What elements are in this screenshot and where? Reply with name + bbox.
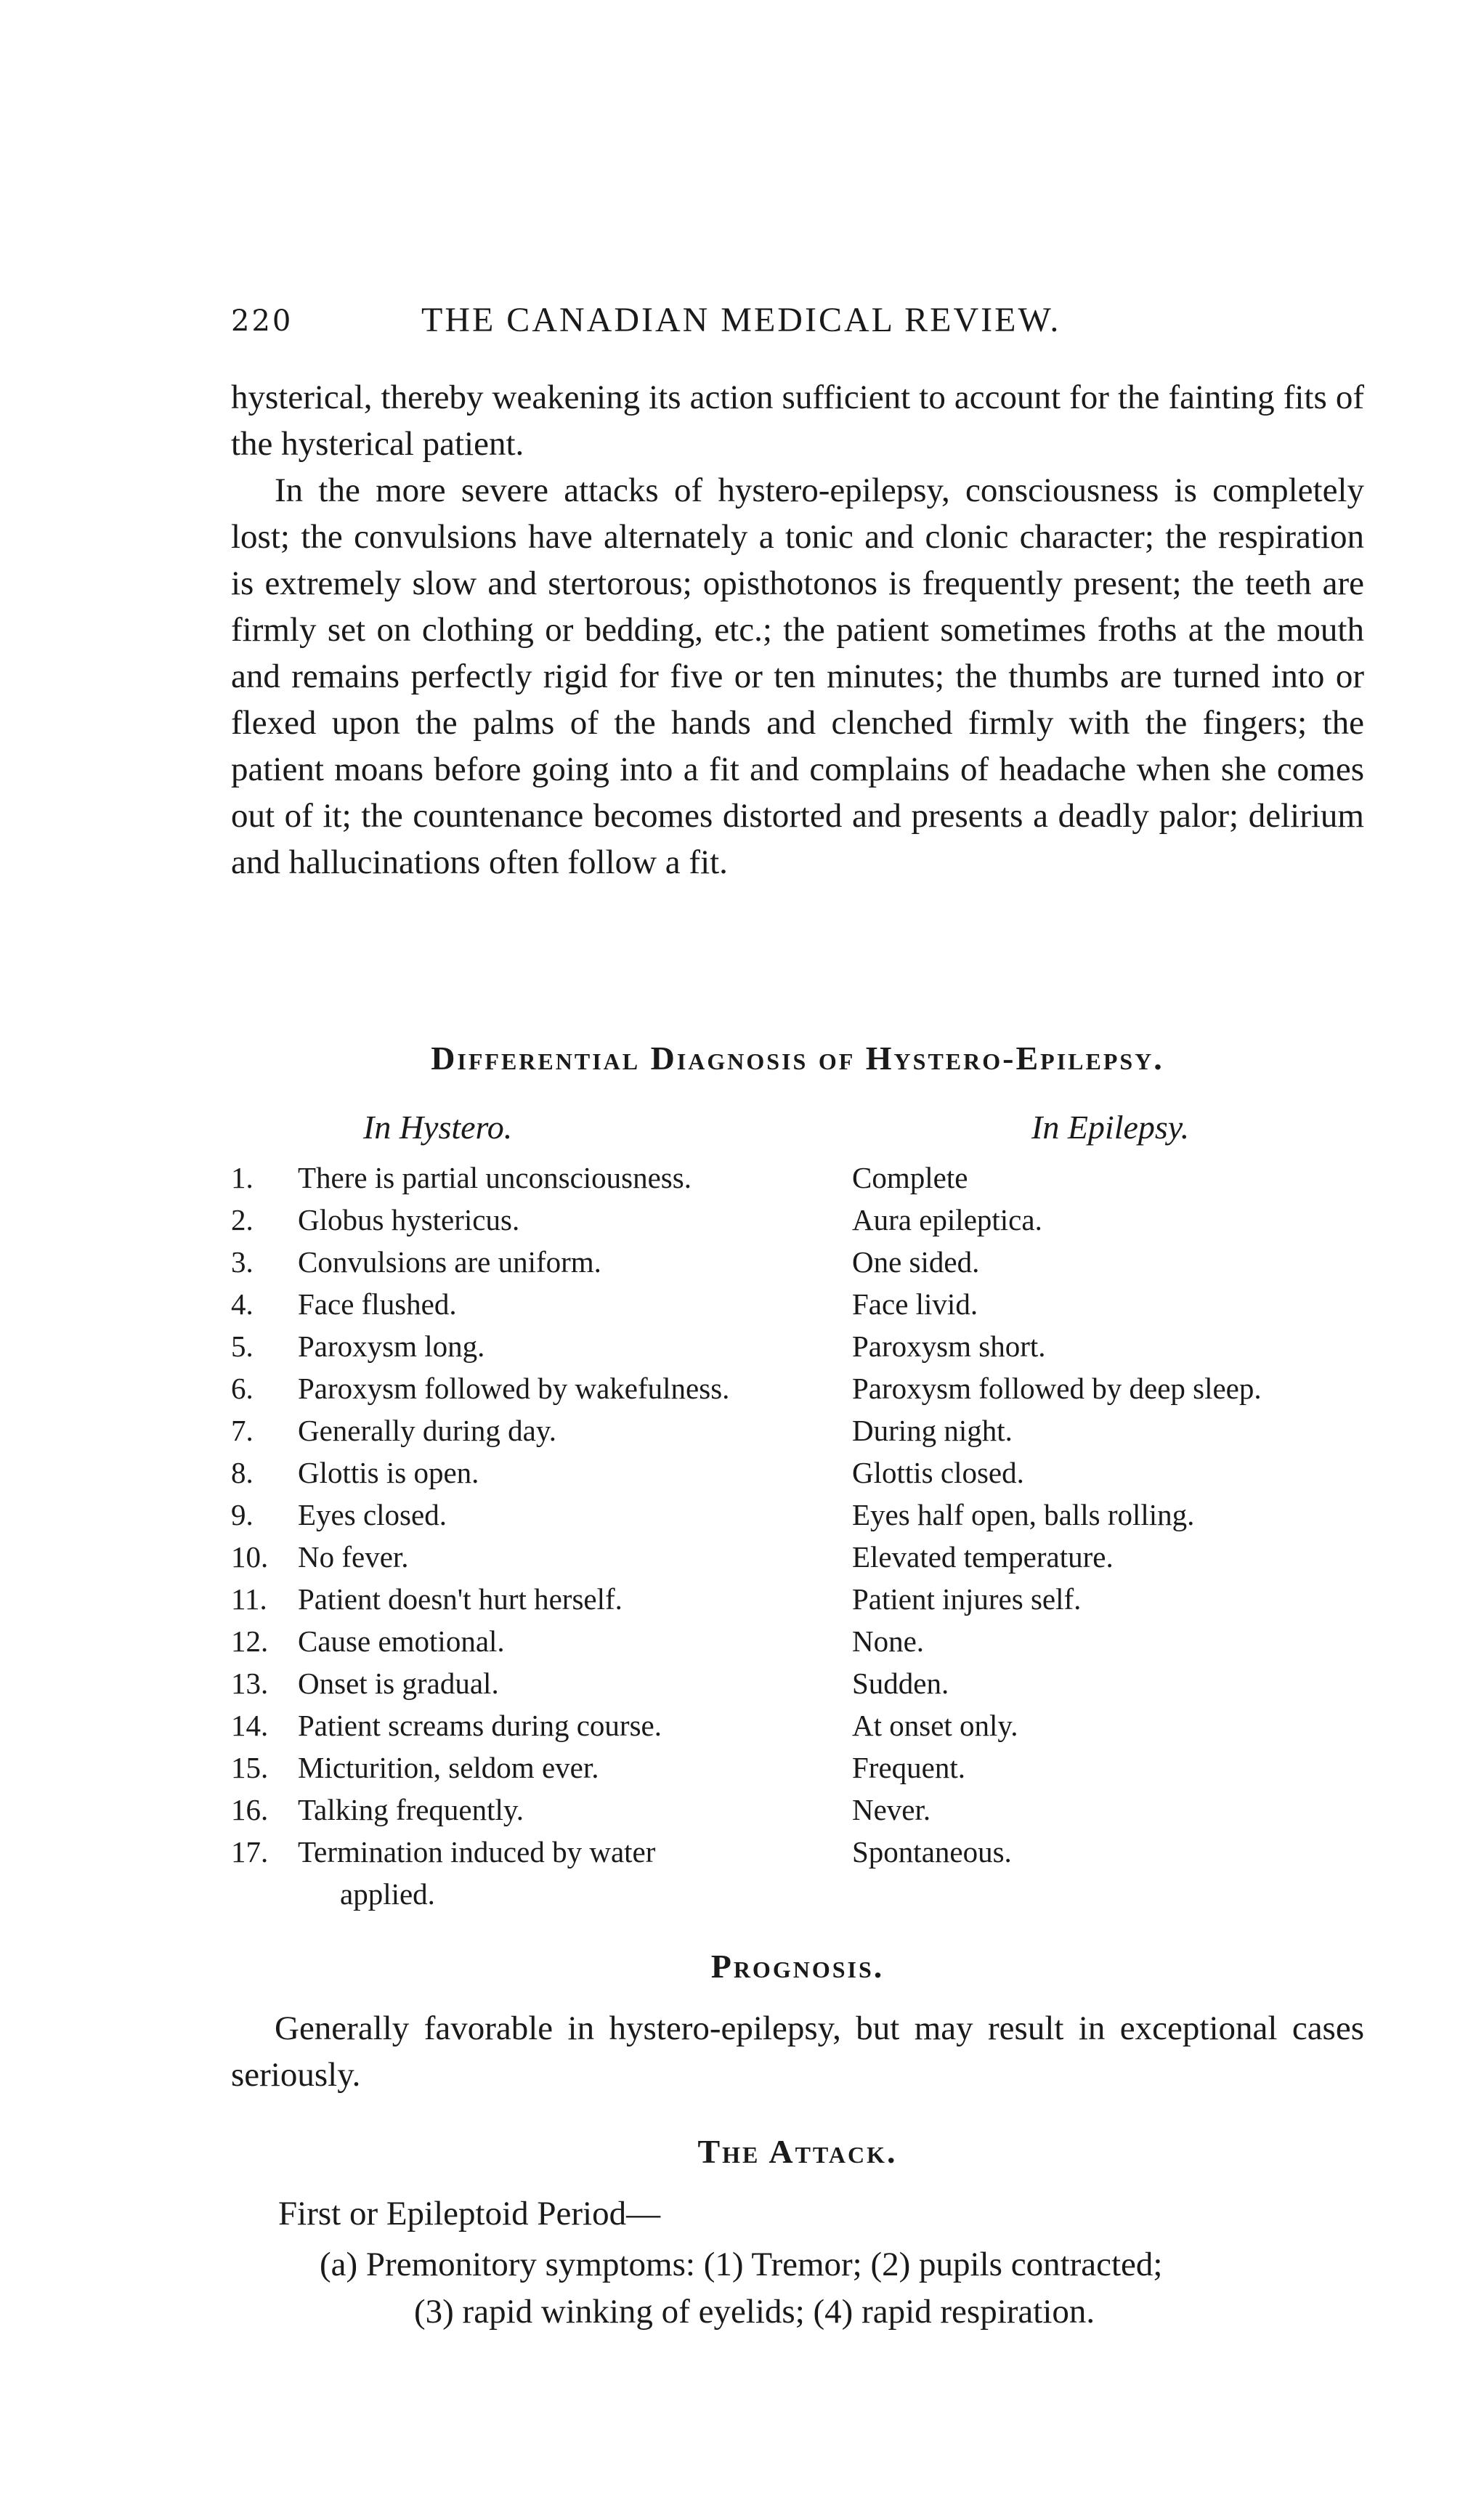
hystero-cell: Termination induced by water [298,1835,656,1869]
attack-heading: The Attack. [697,2133,898,2170]
table-row [231,1455,1393,1497]
column-heading-epilepsy: In Epilepsy. [1031,1109,1190,1146]
hystero-cell: Micturition, seldom ever. [298,1751,599,1784]
table-row [231,1287,1393,1329]
epilepsy-cell: Never. [852,1793,931,1826]
epilepsy-cell: Glottis closed. [852,1456,1024,1489]
epilepsy-cell: Complete [852,1161,968,1194]
table-row [231,1539,1393,1582]
row-number: 1. [231,1161,254,1194]
table-row [231,1329,1393,1371]
hystero-cell-continuation: applied. [340,1877,435,1911]
hystero-cell: Cause emotional. [298,1624,505,1658]
column-heading-hystero: In Hystero. [363,1109,513,1146]
running-header [231,294,1364,345]
prognosis-heading: Prognosis. [710,1948,885,1985]
epilepsy-cell: At onset only. [852,1709,1018,1742]
hystero-cell: Face flushed. [298,1287,457,1321]
row-number: 12. [231,1624,269,1658]
hystero-cell: Patient doesn't hurt herself. [298,1582,623,1616]
hystero-cell: No fever. [298,1540,409,1574]
hystero-cell: Globus hystericus. [298,1203,520,1236]
epilepsy-cell: Frequent. [852,1751,965,1784]
row-number: 4. [231,1287,254,1321]
table-row [231,1371,1393,1413]
row-number: 2. [231,1203,254,1236]
journal-title: THE CANADIAN MEDICAL REVIEW. [421,301,1061,339]
hystero-cell: Eyes closed. [298,1498,447,1531]
table-row [231,1834,1393,1919]
row-number: 6. [231,1372,254,1405]
table-row [231,1624,1393,1666]
hystero-cell: Glottis is open. [298,1456,479,1489]
table-row [231,1497,1393,1539]
epilepsy-cell: During night. [852,1414,1013,1447]
row-number: 17. [231,1835,269,1869]
hystero-cell: There is partial unconsciousness. [298,1161,692,1194]
row-number: 9. [231,1498,254,1531]
table-row [231,1750,1393,1792]
table-row [231,1792,1393,1834]
row-number: 5. [231,1329,254,1363]
hystero-cell: Onset is gradual. [298,1667,499,1700]
epilepsy-cell: Paroxysm followed by deep sleep. [852,1372,1262,1405]
differential-diagnosis-heading: Differential Diagnosis of Hystero-Epilepsy. [431,1040,1164,1077]
table-row [231,1413,1393,1455]
epilepsy-cell: Spontaneous. [852,1835,1012,1869]
hystero-cell: Convulsions are uniform. [298,1245,601,1279]
row-number: 16. [231,1793,269,1826]
epilepsy-cell: Patient injures self. [852,1582,1082,1616]
hystero-cell: Paroxysm followed by wakefulness. [298,1372,730,1405]
table-row [231,1708,1393,1750]
table-row [231,1160,1393,1202]
row-number: 8. [231,1456,254,1489]
paragraph-continuation: hysterical, thereby weakening its action sufficient to account for the fainting fits of the hysterical patient. [231,378,1364,463]
row-number: 15. [231,1751,269,1784]
row-number: 11. [231,1582,267,1616]
epilepsy-cell: Sudden. [852,1667,949,1700]
premonitory-symptoms-line: (a) Premonitory symptoms: (1) Tremor; (2) pupils contracted; [320,2246,1163,2283]
row-number: 3. [231,1245,254,1279]
table-row [231,1582,1393,1624]
premonitory-symptoms-line-continued: (3) rapid winking of eyelids; (4) rapid respiration. [414,2293,1095,2331]
hystero-cell: Patient screams during course. [298,1709,662,1742]
hystero-cell: Talking frequently. [298,1793,524,1826]
row-number: 14. [231,1709,269,1742]
table-row [231,1244,1393,1287]
differential-diagnosis-table [231,1160,1393,1919]
row-number: 10. [231,1540,269,1574]
row-number: 7. [231,1414,254,1447]
prognosis-paragraph: Generally favorable in hystero-epilepsy, but may result in exceptional cases seriously. [231,2009,1364,2094]
row-number: 13. [231,1667,269,1700]
epilepsy-cell: Face livid. [852,1287,978,1321]
table-row [231,1666,1393,1708]
page-number: 220 [231,304,293,338]
paragraph-severe-attacks: In the more severe attacks of hystero-epilepsy, consciousness is completely lost; the convulsions have alternately a tonic and clonic character; the respiration is extremely slow and stertorous; opisthotonos is frequently present; the teeth are firmly set on clothing or bedding, etc.; the patient sometimes froths at the mouth and remains perfectly rigid for five or ten minutes; the thumbs are turned into or flexed upon the palms of the hands and clenched firmly with the fingers; the patient moans before going into a fit and complains of headache when she comes out of it; the countenance becomes distorted and presents a deadly palor; delirium and hallucinations often follow a fit. [231,471,1364,881]
epilepsy-cell: Paroxysm short. [852,1329,1046,1363]
hystero-cell: Paroxysm long. [298,1329,485,1363]
epilepsy-cell: One sided. [852,1245,980,1279]
epilepsy-cell: Aura epileptica. [852,1203,1042,1236]
epilepsy-cell: Elevated temperature. [852,1540,1114,1574]
epilepsy-cell: None. [852,1624,925,1658]
first-period-label: First or Epileptoid Period— [278,2195,661,2232]
table-row [231,1202,1393,1244]
epilepsy-cell: Eyes half open, balls rolling. [852,1498,1195,1531]
hystero-cell: Generally during day. [298,1414,556,1447]
